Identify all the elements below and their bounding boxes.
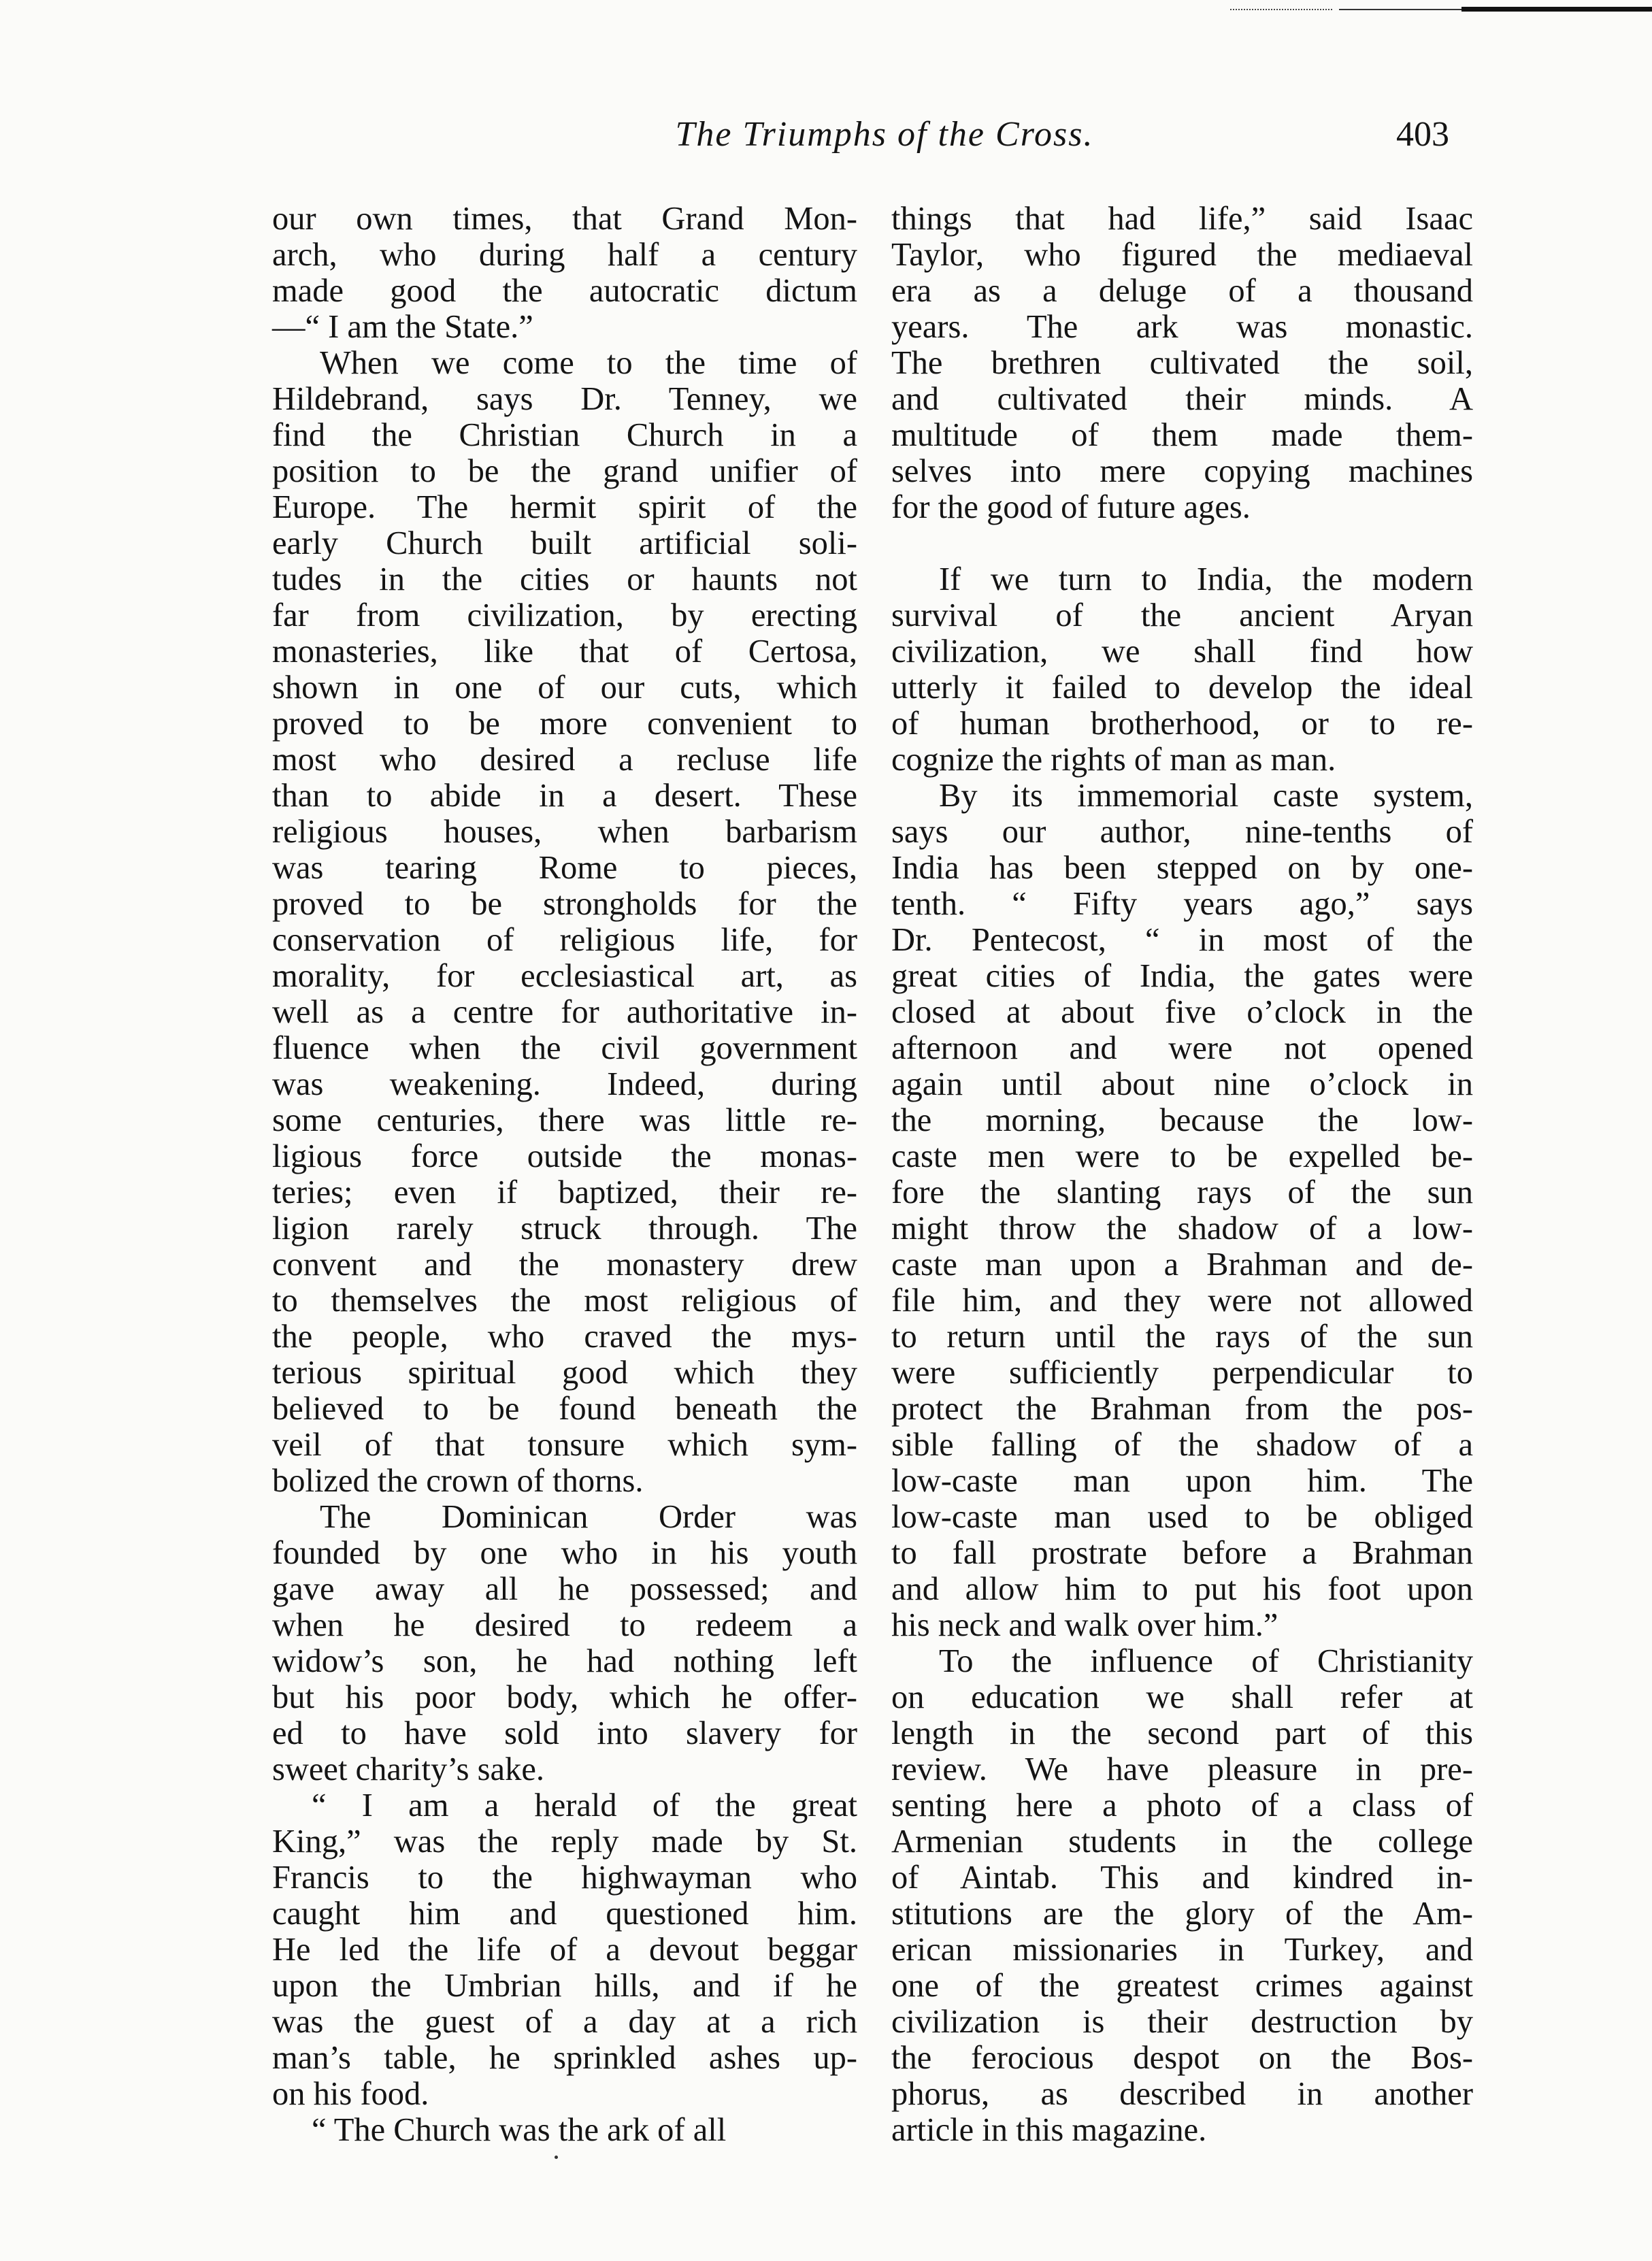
text-line: for the good of future ages. (891, 489, 1251, 525)
text-line: was the guest of a day at a rich (272, 2004, 857, 2040)
text-line: tudes in the cities or haunts not (272, 561, 857, 597)
text-line: survival of the ancient Aryan (891, 597, 1473, 633)
text-line: founded by one who in his youth (272, 1535, 857, 1571)
text-line: When we come to the time of (320, 345, 857, 381)
text-line: gave away all he possessed; and (272, 1571, 857, 1607)
text-line: The Dominican Order was (320, 1499, 857, 1535)
text-line: but his poor body, which he offer- (272, 1679, 857, 1715)
text-line: closed at about five o’clock in the (891, 994, 1473, 1030)
text-line: arch, who during half a century (272, 237, 857, 273)
left-text-column (272, 201, 857, 2148)
text-line: era as a deluge of a thousand (891, 273, 1473, 309)
text-line: Francis to the highwayman who (272, 1860, 857, 1896)
text-line: If we turn to India, the modern (939, 561, 1473, 597)
text-line: the morning, because the low- (891, 1102, 1473, 1138)
text-line: To the influence of Christianity (939, 1643, 1473, 1679)
text-line: terious spiritual good which they (272, 1355, 857, 1391)
text-line: length in the second part of this (891, 1715, 1473, 1751)
text-line: on education we shall refer at (891, 1679, 1473, 1715)
dotted-rule (1230, 9, 1332, 12)
text-line: “ The Church was the ark of all (312, 2112, 727, 2148)
text-line: again until about nine o’clock in (891, 1066, 1473, 1102)
text-line: years. The ark was monastic. (891, 309, 1473, 345)
text-line: than to abide in a desert. These (272, 778, 857, 814)
text-line: utterly it failed to develop the ideal (891, 670, 1473, 706)
right-text-column (891, 201, 1473, 2148)
text-line: convent and the monastery drew (272, 1247, 857, 1283)
text-line: protect the Brahman from the pos- (891, 1391, 1473, 1427)
text-line: tenth. “ Fifty years ago,” says (891, 886, 1473, 922)
text-line: fluence when the civil government (272, 1030, 857, 1066)
text-line: cognize the rights of man as man. (891, 742, 1336, 778)
text-line: Armenian students in the college (891, 1823, 1473, 1860)
text-line: and cultivated their minds. A (891, 381, 1473, 417)
text-line: widow’s son, he had nothing left (272, 1643, 857, 1679)
text-line: low-caste man upon him. The (891, 1463, 1473, 1499)
text-line: morality, for ecclesiastical art, as (272, 958, 857, 994)
text-line: was weakening. Indeed, during (272, 1066, 857, 1102)
text-line: monasteries, like that of Certosa, (272, 633, 857, 670)
text-line: upon the Umbrian hills, and if he (272, 1968, 857, 2004)
text-line: Hildebrand, says Dr. Tenney, we (272, 381, 857, 417)
text-line: far from civilization, by erecting (272, 597, 857, 633)
text-line: sweet charity’s sake. (272, 1751, 544, 1787)
text-line: By its immemorial caste system, (939, 778, 1473, 814)
text-line: well as a centre for authoritative in- (272, 994, 857, 1030)
text-line: the ferocious despot on the Bos- (891, 2040, 1473, 2076)
text-line: article in this magazine. (891, 2112, 1207, 2148)
text-line: says our author, nine-tenths of (891, 814, 1473, 850)
text-line: his neck and walk over him.” (891, 1607, 1278, 1643)
text-line: might throw the shadow of a low- (891, 1210, 1473, 1247)
text-line: find the Christian Church in a (272, 417, 857, 453)
text-line: ligious force outside the monas- (272, 1138, 857, 1174)
text-line: most who desired a recluse life (272, 742, 857, 778)
text-line: proved to be strongholds for the (272, 886, 857, 922)
text-line: made good the autocratic dictum (272, 273, 857, 309)
text-line: sible falling of the shadow of a (891, 1427, 1473, 1463)
text-line: caste man upon a Brahman and de- (891, 1247, 1473, 1283)
text-line: review. We have pleasure in pre- (891, 1751, 1473, 1787)
text-line: multitude of them made them- (891, 417, 1473, 453)
text-line: file him, and they were not allowed (891, 1283, 1473, 1319)
text-line: and allow him to put his foot upon (891, 1571, 1473, 1607)
text-line: position to be the grand unifier of (272, 453, 857, 489)
thin-rule (1339, 9, 1461, 10)
text-line: conservation of religious life, for (272, 922, 857, 958)
text-line: caught him and questioned him. (272, 1896, 857, 1932)
text-line: to themselves the most religious of (272, 1283, 857, 1319)
text-line: was tearing Rome to pieces, (272, 850, 857, 886)
text-line: stitutions are the glory of the Am- (891, 1896, 1473, 1932)
text-line: proved to be more convenient to (272, 706, 857, 742)
text-line: to fall prostrate before a Brahman (891, 1535, 1473, 1571)
text-line: some centuries, there was little re- (272, 1102, 857, 1138)
page-number: 403 (1396, 115, 1449, 154)
text-line: ed to have sold into slavery for (272, 1715, 857, 1751)
text-line: civilization is their destruction by (891, 2004, 1473, 2040)
thick-rule (1461, 7, 1652, 12)
text-line: caste men were to be expelled be- (891, 1138, 1473, 1174)
ink-speck (555, 2156, 558, 2159)
text-line: veil of that tonsure which sym- (272, 1427, 857, 1463)
text-line: to return until the rays of the sun (891, 1319, 1473, 1355)
text-line: ligion rarely struck through. The (272, 1210, 857, 1247)
text-line: —“ I am the State.” (272, 309, 533, 345)
text-line: religious houses, when barbarism (272, 814, 857, 850)
text-line: He led the life of a devout beggar (272, 1932, 857, 1968)
text-line: Dr. Pentecost, “ in most of the (891, 922, 1473, 958)
text-line: selves into mere copying machines (891, 453, 1473, 489)
running-head: The Triumphs of the Cross. (675, 115, 1094, 154)
text-line: man’s table, he sprinkled ashes up- (272, 2040, 857, 2076)
text-line: fore the slanting rays of the sun (891, 1174, 1473, 1210)
text-line: great cities of India, the gates were (891, 958, 1473, 994)
text-line: of Aintab. This and kindred in- (891, 1860, 1473, 1896)
text-line: teries; even if baptized, their re- (272, 1174, 857, 1210)
text-line: believed to be found beneath the (272, 1391, 857, 1427)
text-line: “ I am a herald of the great (312, 1787, 857, 1823)
text-line: things that had life,” said Isaac (891, 201, 1473, 237)
text-line: when he desired to redeem a (272, 1607, 857, 1643)
text-line: low-caste man used to be obliged (891, 1499, 1473, 1535)
text-line: on his food. (272, 2076, 429, 2112)
text-line: King,” was the reply made by St. (272, 1823, 857, 1860)
text-line: civilization, we shall find how (891, 633, 1473, 670)
text-line: of human brotherhood, or to re- (891, 706, 1473, 742)
text-line: India has been stepped on by one- (891, 850, 1473, 886)
text-line: erican missionaries in Turkey, and (891, 1932, 1473, 1968)
text-line: afternoon and were not opened (891, 1030, 1473, 1066)
text-line: bolized the crown of thorns. (272, 1463, 644, 1499)
text-line: one of the greatest crimes against (891, 1968, 1473, 2004)
text-line: Europe. The hermit spirit of the (272, 489, 857, 525)
text-line: the people, who craved the mys- (272, 1319, 857, 1355)
text-line: phorus, as described in another (891, 2076, 1473, 2112)
text-line: shown in one of our cuts, which (272, 670, 857, 706)
section-gap (891, 525, 1473, 561)
text-line: senting here a photo of a class of (891, 1787, 1473, 1823)
text-line: The brethren cultivated the soil, (891, 345, 1473, 381)
text-line: Taylor, who figured the mediaeval (891, 237, 1473, 273)
text-line: early Church built artificial soli- (272, 525, 857, 561)
text-line: our own times, that Grand Mon- (272, 201, 857, 237)
top-edge-rule (1230, 7, 1652, 14)
text-line: were sufficiently perpendicular to (891, 1355, 1473, 1391)
